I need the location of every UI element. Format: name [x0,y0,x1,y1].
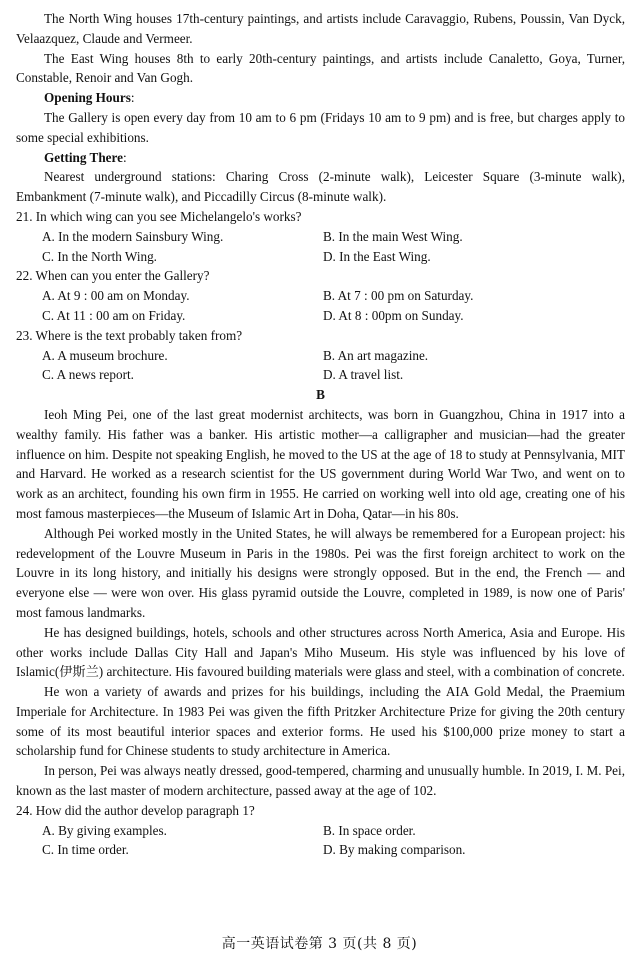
question-21-options [16,227,625,267]
north-wing-paragraph: The North Wing houses 17th-century paintings, and artists include Caravaggio, Rubens, Poussin, Van Dyck, Velaazquez, Claude and Vermeer. [16,11,625,46]
question-23-option-d: D. A travel list. [323,367,404,383]
question-21-option-c: C. In the North Wing. [42,248,157,264]
question-23-option-b: B. An art magazine. [323,347,429,363]
question-24-option-a: A. By giving examples. [42,822,167,838]
question-24-option-d: D. By making comparison. [323,842,466,858]
passage-b-paragraph-1: Ieoh Ming Pei, one of the last great modernist architects, was born in Guangzhou, China in 1917 into a wealthy family. His father was a banker. His artistic mother—a calligrapher and musician—had the greater influence on him. Despite not speaking English, he moved to the US at the age of 18 to study at Pennsylvania, MIT and Harvard. He worked as a research scientist for the US government during World War Two, and went on to work as an architect, founding his own firm in 1955. He carried on working well into old age, creating one of his most famous masterpieces—the Museum of Islamic Art in Doha, Qatar—in his 80s. [16,406,625,521]
opening-hours-paragraph: The Gallery is open every day from 10 am to 6 pm (Fridays 10 am to 9 pm) and is free, but charges apply to some special exhibitions. [16,109,625,145]
question-21-option-d: D. In the East Wing. [323,248,431,264]
question-21-option-a: A. In the modern Sainsbury Wing. [42,228,224,244]
question-23-stem: 23. Where is the text probably taken from? [16,327,243,343]
getting-there-heading: Getting There: [44,149,127,165]
section-b-label: B [316,387,325,403]
question-24-option-b: B. In space order. [323,822,416,838]
passage-b-paragraph-3: He has designed buildings, hotels, schools and other structures across North America, Asia and Europe. His other works include Dallas City Hall and Japan's Miho Museum. His style was influenced by his love of Islamic(伊斯兰) architecture. His favoured building materials were glass and steel, with a combination of concrete. [16,624,625,680]
opening-hours-heading: Opening Hours: [44,90,135,106]
question-22-options [16,286,625,326]
question-24-option-c: C. In time order. [42,842,129,858]
passage-b-paragraph-4: He won a variety of awards and prizes for his buildings, including the AIA Gold Medal, the Praemium Imperiale for Architecture. In 1983 Pei was given the fifth Pritzker Architecture Prize for giving the 20th century some of its most beautiful interior spaces and exterior forms. He used his $100,000 prize money to start a scholarship fund for Chinese students to study architecture in America. [16,684,625,759]
question-21-stem: 21. In which wing can you see Michelangelo's works? [16,208,302,224]
question-24-options [16,821,625,861]
question-23-options [16,346,625,386]
question-24-stem: 24. How did the author develop paragraph 1? [16,802,255,818]
passage-b-paragraph-5: In person, Pei was always neatly dressed, good-tempered, charming and unusually humble. In 2019, I. M. Pei, known as the last master of modern architecture, passed away at the age of 102. [16,763,625,799]
question-22-stem: 22. When can you enter the Gallery? [16,268,210,284]
question-22-option-b: B. At 7 : 00 pm on Saturday. [323,288,474,304]
getting-there-heading-text: Getting There [44,149,123,165]
page-footer: 高一英语试卷第 3 页(共 8 页) [221,936,418,952]
opening-hours-heading-text: Opening Hours [44,90,131,106]
getting-there-paragraph: Nearest underground stations: Charing Cross (2-minute walk), Leicester Square (3-minute walk), Embankment (7-minute walk), and Piccadilly Circus (8-minute walk). [16,169,625,205]
question-22-option-d: D. At 8 : 00pm on Sunday. [323,307,464,323]
question-21-option-b: B. In the main West Wing. [323,228,463,244]
question-23-option-c: C. A news report. [42,367,134,383]
question-23-option-a: A. A museum brochure. [42,347,168,363]
passage-b-paragraph-2: Although Pei worked mostly in the United States, he will always be remembered for a European project: his redevelopment of the Louvre Museum in Paris in the 1980s. Pei was the first foreign architect to work on the Louvre in its long history, and initially his designs were strongly opposed. But in the end, the French — and everyone else — were won over. His glass pyramid outside the Louvre, completed in 1989, is now one of Paris' most famous landmarks. [16,525,625,620]
east-wing-paragraph: The East Wing houses 8th to early 20th-century paintings, and artists include Canaletto, Goya, Turner, Constable, Renoir and Van Gogh. [16,50,625,86]
question-22-option-a: A. At 9 : 00 am on Monday. [42,288,190,304]
question-22-option-c: C. At 11 : 00 am on Friday. [42,307,186,323]
